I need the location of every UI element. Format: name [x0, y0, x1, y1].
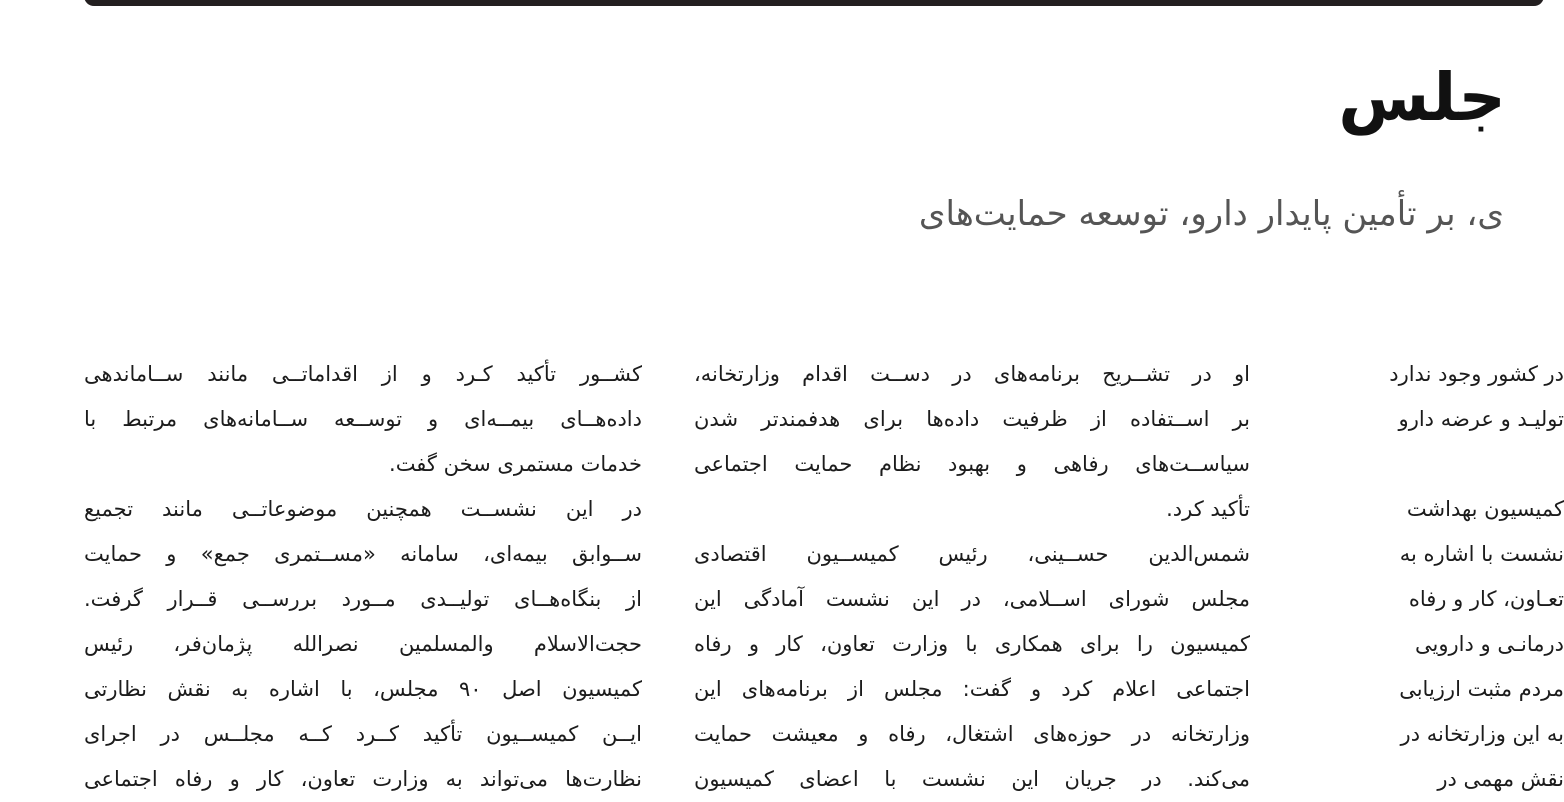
column-line: می‌کند. در جریان این نشست با اعضای کمیسیون — [694, 767, 1250, 791]
column-line: در کشور وجود ندارد — [1389, 362, 1564, 386]
column-line: کمیسیون را برای همکاری با وزارت تعاون، کار و رفاه — [694, 632, 1250, 656]
article-subheadline: ی، بر تأمین پایدار دارو، توسعه حمایت‌های — [918, 194, 1504, 234]
text-column-middle — [694, 352, 1250, 802]
column-line: مردم مثبت ارزیابی — [1399, 677, 1564, 701]
column-line: به این وزارتخانه در — [1400, 722, 1564, 746]
column-line: وزارتخانه در حوزه‌های اشتغال، رفاه و معیشت حمایت — [694, 722, 1250, 746]
column-line: تعـاون، کار و رفاه — [1408, 587, 1564, 611]
column-line: او در تشــریح برنامه‌های در دســت اقدام وزارتخانه، — [694, 362, 1250, 386]
column-line: نظارت‌ها می‌تواند به وزارت تعاون، کار و رفاه اجتماعی — [84, 767, 642, 791]
column-line: کشــور تأکید کـرد و از اقداماتــی مانند ســاماندهی — [84, 362, 642, 386]
column-line: تولیـد و عرضه دارو — [1398, 407, 1564, 431]
column-line: درمانـی و دارویی — [1415, 632, 1564, 656]
top-border-bar — [84, 0, 1544, 6]
column-line: داده‌هــای بیمــه‌ای و توســعه ســامانه‌های مرتبط با — [84, 407, 642, 431]
column-line: کمیسیون اصل ۹۰ مجلس، با اشاره به نقش نظارتی — [84, 677, 642, 701]
column-line: شمس‌الدین حســینی، رئیس کمیســیون اقتصادی — [694, 542, 1250, 566]
column-line — [1304, 442, 1564, 487]
column-line: ایــن کمیســیون تأکید کــرد کــه مجلــس در اجرای — [84, 722, 642, 746]
column-line: در این نشســت همچنین موضوعاتــی مانند تجمیع — [84, 497, 642, 521]
column-line: حجت‌الاسلام والمسلمین نصرالله پژمان‌فر، رئیس — [84, 632, 642, 656]
article-headline: جلس — [1338, 59, 1506, 136]
column-line: ســوابق بیمه‌ای، سامانه «مســتمری جمع» و حمایت — [84, 542, 642, 566]
column-line: نقش مهمی در — [1437, 767, 1564, 791]
column-line: از بنگاه‌هــای تولیــدی مــورد بررســی قــرار گرفت. — [84, 587, 642, 611]
column-line: تأکید کرد. — [1166, 497, 1250, 521]
text-column-left — [84, 352, 642, 802]
column-line: خدمات مستمری سخن گفت. — [389, 452, 642, 476]
column-line: مجلس شورای اســلامی، در این نشست آمادگی این — [694, 587, 1250, 611]
text-column-right — [1304, 352, 1564, 802]
column-line: نشست با اشاره به — [1399, 542, 1564, 566]
column-line: اجتماعی اعلام کرد و گفت: مجلس از برنامه‌های این — [694, 677, 1250, 701]
column-line: بر اســتفاده از ظرفیت داده‌ها برای هدفمندتر شدن — [694, 407, 1250, 431]
column-line: سیاســت‌های رفاهی و بهبود نظام حمایت اجتماعی — [694, 452, 1250, 476]
column-line: کمیسیون بهداشت — [1406, 497, 1564, 521]
